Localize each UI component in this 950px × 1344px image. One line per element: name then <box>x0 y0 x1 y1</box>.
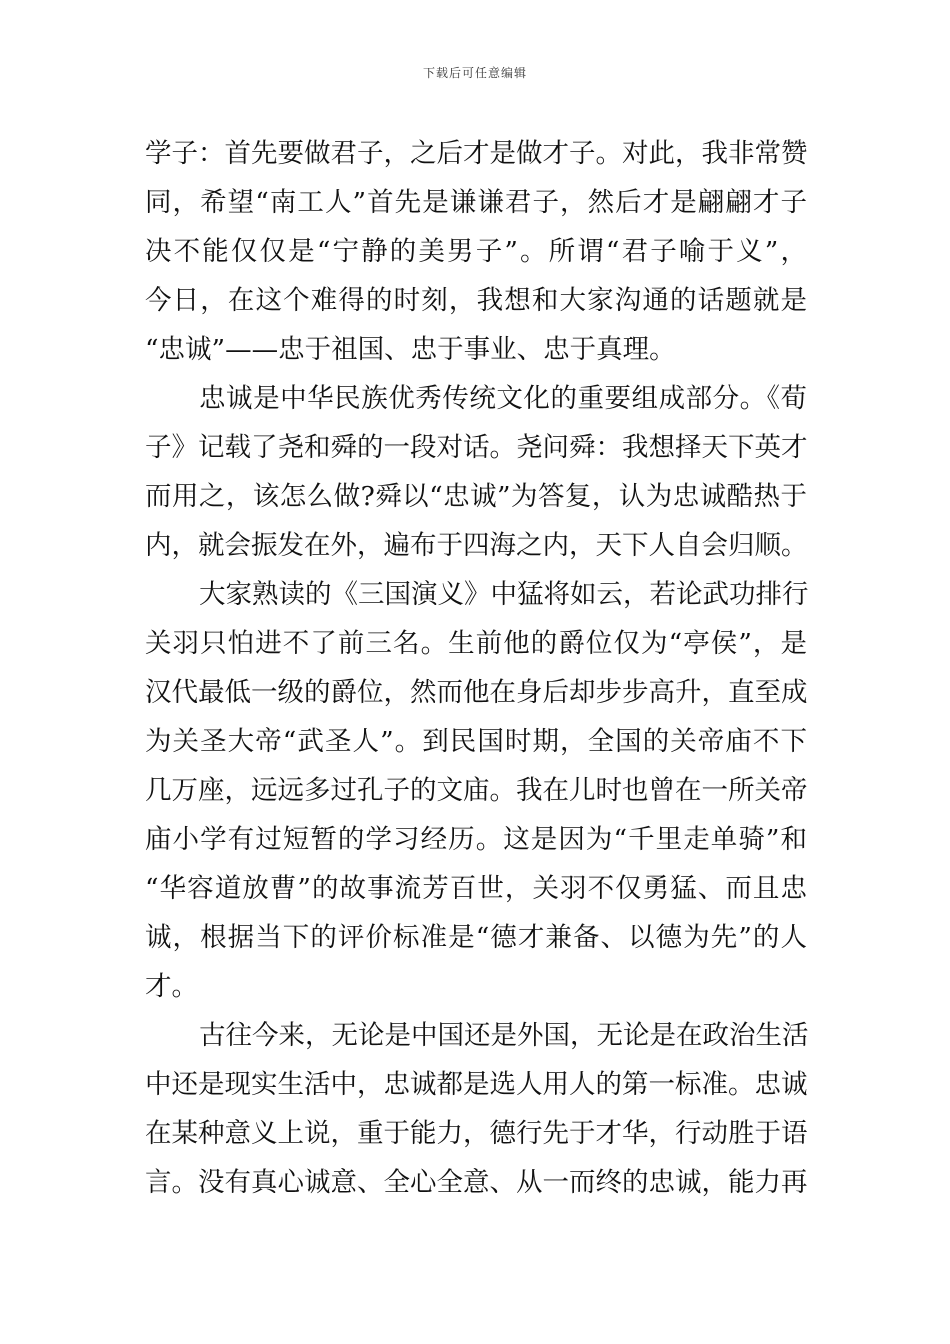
text-line: 学子：首先要做君子，之后才是做才子。对此，我非常赞 <box>145 138 808 169</box>
document-body <box>145 129 807 1207</box>
text-line: “忠诚”——忠于祖国、忠于事业、忠于真理。 <box>145 334 676 365</box>
text-line: 言。没有真心诚意、全心全意、从一而终的忠诚，能力再 <box>145 1167 808 1198</box>
paragraph-first-line: 古往今来，无论是中国还是外国，无论是在政治生活 <box>199 1020 809 1051</box>
text-line: 在某种意义上说，重于能力，德行先于才华，行动胜于语 <box>145 1118 808 1149</box>
text-line: 汉代最低一级的爵位，然而他在身后却步步高升，直至成 <box>145 677 808 708</box>
text-line: 庙小学有过短暂的学习经历。这是因为“千里走单骑”和 <box>145 824 807 855</box>
text-line: 几万座，远远多过孔子的文庙。我在儿时也曾在一所关帝 <box>145 775 808 806</box>
text-line: 关羽只怕进不了前三名。生前他的爵位仅为“亭侯”，是 <box>145 628 807 659</box>
paragraph-first-line: 忠诚是中华民族优秀传统文化的重要组成部分。《荀 <box>199 383 807 414</box>
text-line: 同，希望“南工人”首先是谦谦君子，然后才是翩翩才子 <box>145 187 807 218</box>
text-line: 才。 <box>145 971 198 1002</box>
text-line: 中还是现实生活中，忠诚都是选人用人的第一标准。忠诚 <box>145 1069 808 1100</box>
text-line: 而用之，该怎么做?舜以“忠诚”为答复，认为忠诚酷热于 <box>145 481 807 512</box>
page-header: 下载后可任意编辑 <box>422 66 527 80</box>
text-line: 诚，根据当下的评价标准是“德才兼备、以德为先”的人 <box>145 922 807 953</box>
text-line: “华容道放曹”的故事流芳百世，关羽不仅勇猛、而且忠 <box>145 873 807 904</box>
text-line: 内，就会振发在外，遍布于四海之内，天下人自会归顺。 <box>145 530 808 561</box>
text-line: 为关圣大帝“武圣人”。到民国时期，全国的关帝庙不下 <box>145 726 807 757</box>
text-line: 子》记载了尧和舜的一段对话。尧问舜：我想择天下英才 <box>145 432 808 463</box>
text-line: 今日，在这个难得的时刻，我想和大家沟通的话题就是 <box>145 285 807 316</box>
text-line: 决不能仅仅是“宁静的美男子”。所谓“君子喻于义”， <box>145 236 807 267</box>
paragraph-first-line: 大家熟读的《三国演义》中猛将如云，若论武功排行 <box>199 579 809 610</box>
